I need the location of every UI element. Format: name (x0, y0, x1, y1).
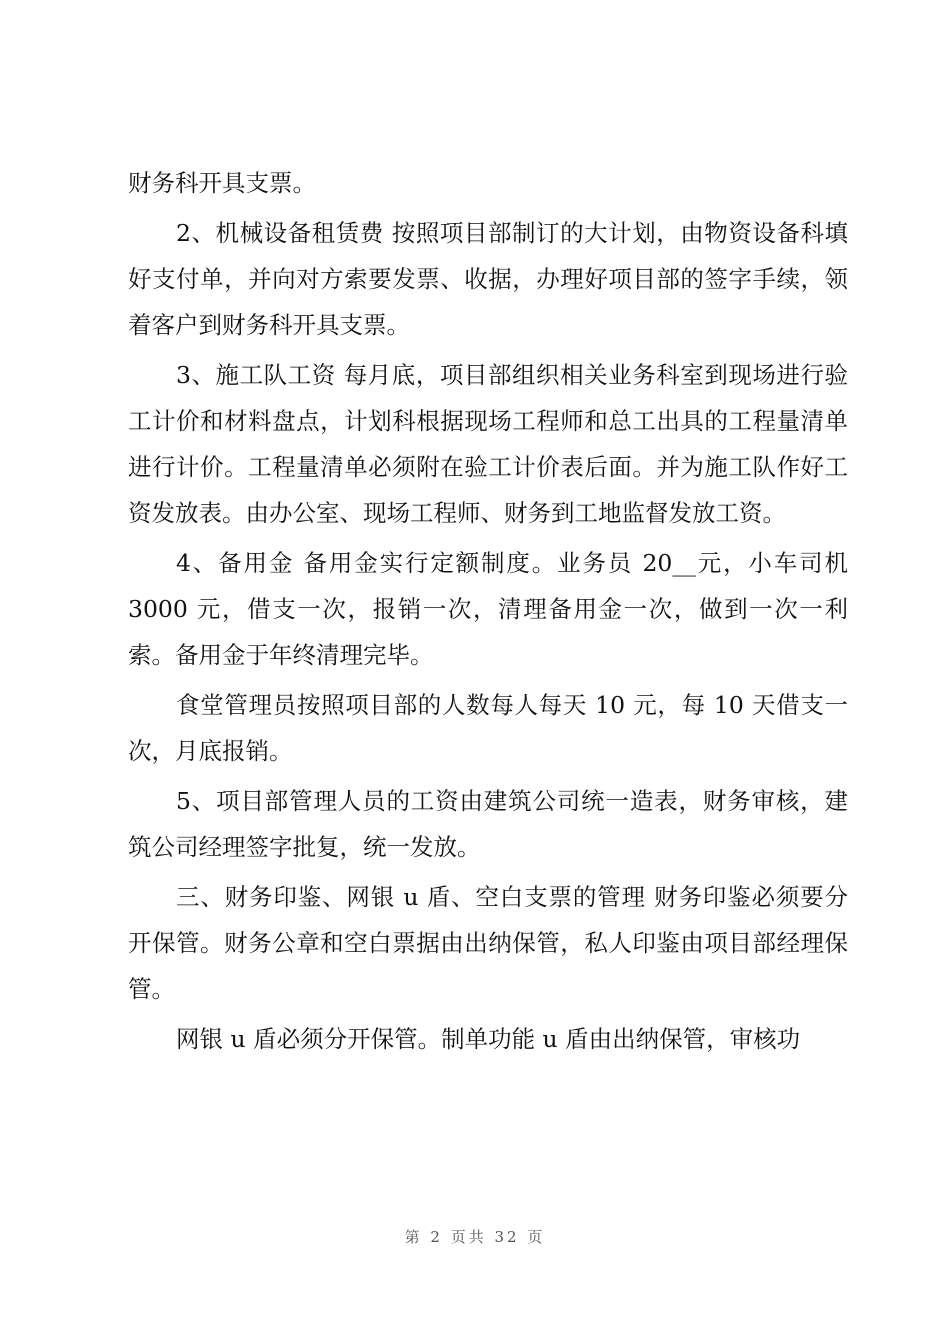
paragraph-5: 食堂管理员按照项目部的人数每人每天 10 元，每 10 天借支一次，月底报销。 (128, 691, 848, 765)
paragraph-3: 3、施工队工资 每月底，项目部组织相关业务科室到现场进行验工计价和材料盘点，计划科根据现场工程师和总工出具的工程量清单进行计价。工程量清单必须附在验工计价表后面。并为施工队作好工资发放表。由办公室、现场工程师、财务到工地监督发放工资。 (128, 361, 848, 527)
paragraph-8: 网银 u 盾必须分开保管。制单功能 u 盾由出纳保管，审核功 (176, 1025, 801, 1053)
document-body (128, 160, 848, 1066)
paragraph-4: 4、备用金 备用金实行定额制度。业务员 20__元，小车司机 3000 元，借支一次，报销一次，清理备用金一次，做到一次一利索。备用金于年终清理完毕。 (128, 549, 848, 669)
paragraph-2: 2、机械设备租赁费 按照项目部制订的大计划，由物资设备科填好支付单，并向对方索要发票、收据，办理好项目部的签字手续，领着客户到财务科开具支票。 (128, 219, 848, 339)
page-footer (0, 1226, 950, 1247)
paragraph-6: 5、项目部管理人员的工资由建筑公司统一造表，财务审核，建筑公司经理签字批复，统一发放。 (128, 787, 848, 861)
paragraph-7: 三、财务印鉴、网银 u 盾、空白支票的管理 财务印鉴必须要分开保管。财务公章和空白票据由出纳保管，私人印鉴由项目部经理保管。 (128, 883, 848, 1003)
paragraph-1: 财务科开具支票。 (128, 169, 316, 197)
page-number: 第 2 页共 32 页 (404, 1228, 546, 1246)
